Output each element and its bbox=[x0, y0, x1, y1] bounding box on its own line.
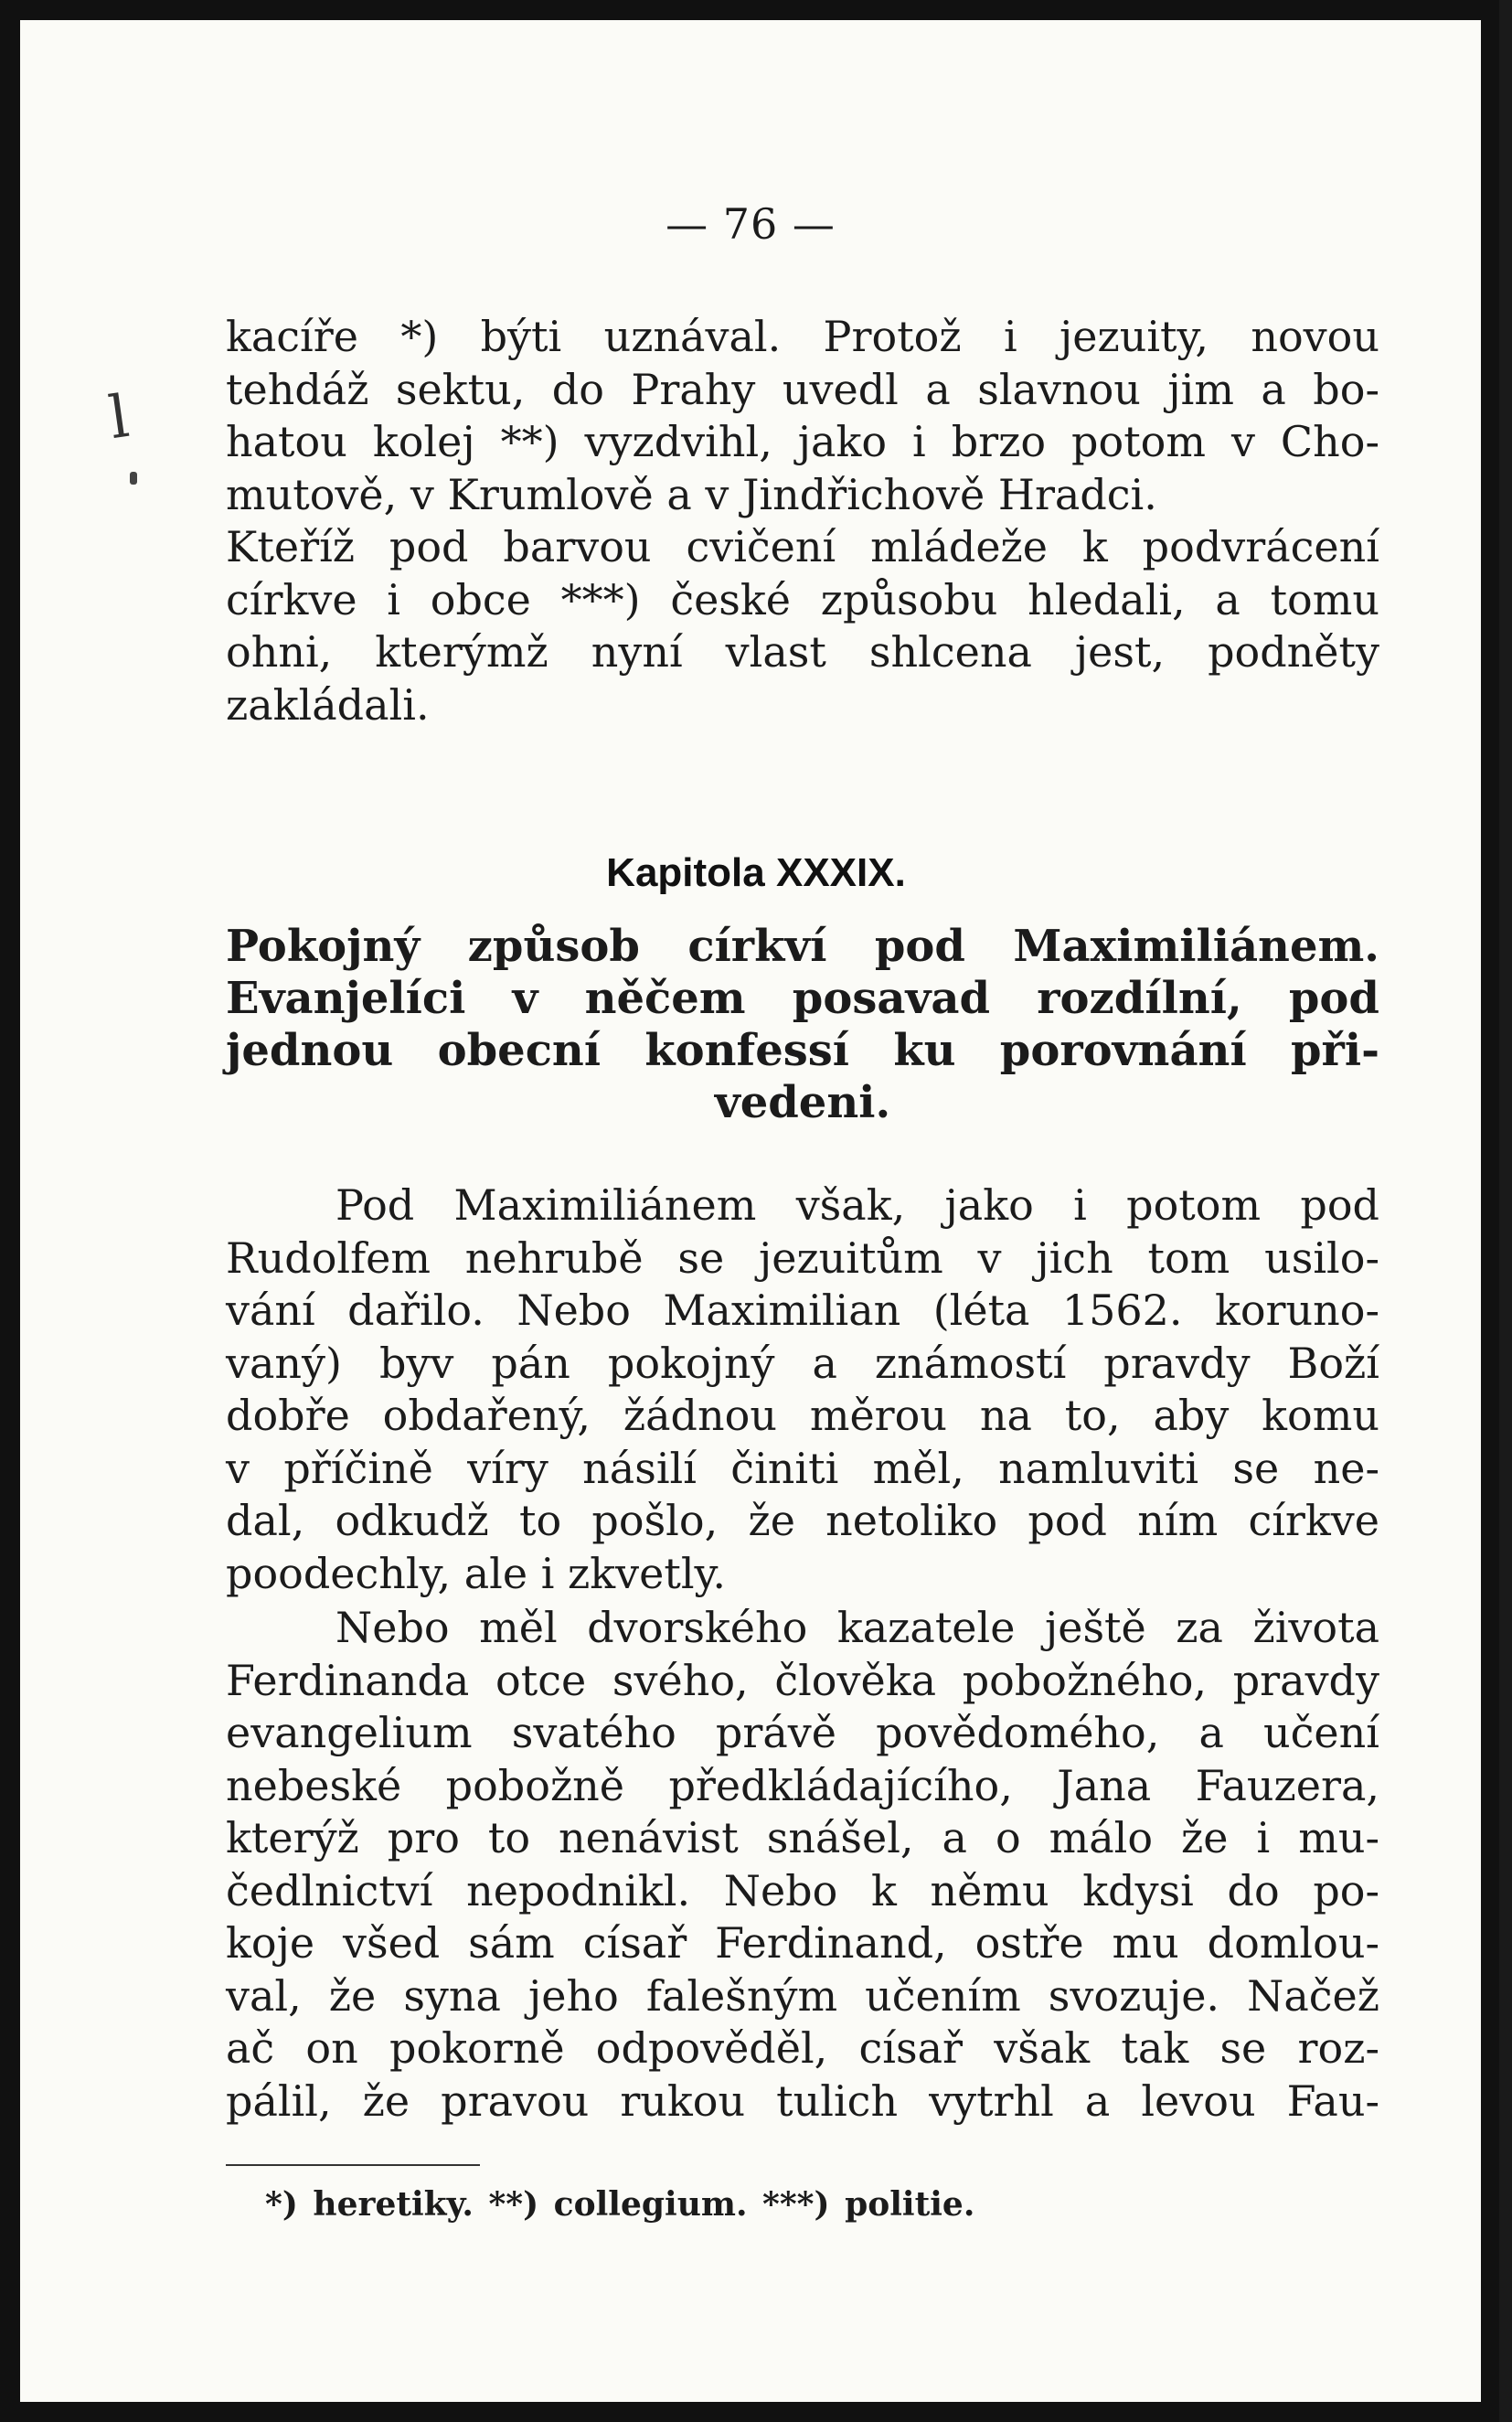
text-line: vaný) byv pán pokojný a známostí pravdy Boží bbox=[226, 1338, 1379, 1388]
text-line: Ferdinanda otce svého, člověka pobožného, pravdy bbox=[226, 1655, 1379, 1705]
text-line: zakládali. bbox=[226, 679, 430, 730]
text-line: tehdáž sektu, do Prahy uvedl a slavnou jim a bo- bbox=[226, 364, 1379, 414]
text-line: poodechly, ale i zkvetly. bbox=[226, 1548, 727, 1598]
margin-pencil-mark: l bbox=[104, 382, 133, 453]
text-line: Kteříž pod barvou cvičení mládeže k podvrácení bbox=[226, 522, 1379, 571]
text-line: val, že syna jeho falešným učením svozuje. Načež bbox=[226, 1970, 1379, 2021]
text-line: hatou kolej **) vyzdvihl, jako i brzo potom v Cho- bbox=[226, 417, 1379, 466]
text-line: Pod Maximiliánem však, jako i potom pod bbox=[335, 1180, 1379, 1230]
text-line: dobře obdařený, žádnou měrou na to, aby komu bbox=[226, 1391, 1379, 1440]
text-line: v příčině víry násilí činiti měl, namluviti se ne- bbox=[226, 1443, 1379, 1493]
margin-ink-dot bbox=[130, 472, 137, 485]
paragraph-1 bbox=[226, 1179, 1379, 1600]
book-page bbox=[20, 20, 1481, 2402]
chapter-title-line: vedeni. bbox=[714, 1077, 891, 1128]
footnotes: *) heretiky. **) collegium. ***) politie. bbox=[265, 2185, 975, 2224]
scan-edge bbox=[1499, 0, 1512, 2422]
text-line: Rudolfem nehrubě se jezuitům v jich tom usilo- bbox=[226, 1232, 1379, 1283]
text-line: dal, odkudž to pošlo, že netoliko pod ním církve bbox=[226, 1496, 1379, 1545]
text-line: koje všed sám císař Ferdinand, ostře mu domlou- bbox=[226, 1918, 1379, 1968]
text-line: evangelium svatého právě povědomého, a učení bbox=[226, 1708, 1379, 1757]
text-line: kterýž pro to nenávist snášel, a o málo že i mu- bbox=[226, 1813, 1379, 1862]
footnote-divider bbox=[226, 2164, 480, 2166]
text-line: kacíře *) býti uznával. Protož i jezuity, novou bbox=[226, 312, 1379, 361]
text-line: pálil, že pravou rukou tulich vytrhl a levou Fau- bbox=[226, 2075, 1379, 2126]
chapter-title-line: Pokojný způsob církví pod Maximiliánem. bbox=[226, 921, 1379, 972]
text-line: ač on pokorně odpověděl, císař však tak se roz- bbox=[226, 2023, 1379, 2073]
chapter-label: Kapitola XXXIX. bbox=[606, 850, 906, 895]
text-line: mutově, v Krumlově a v Jindřichově Hradci. bbox=[226, 469, 1157, 519]
text-line: čedlnictví nepodnikl. Nebo k němu kdysi do po- bbox=[226, 1865, 1379, 1915]
page-number: — 76 — bbox=[665, 199, 836, 249]
paragraph-2 bbox=[226, 1602, 1379, 2128]
text-line: nebeské pobožně předkládajícího, Jana Fauzera, bbox=[226, 1760, 1379, 1810]
chapter-title bbox=[226, 921, 1379, 1129]
text-line: vání dařilo. Nebo Maximilian (léta 1562. koruno- bbox=[226, 1286, 1379, 1335]
text-line: Nebo měl dvorského kazatele ještě za života bbox=[335, 1603, 1379, 1652]
chapter-title-line: Evanjelíci v něčem posavad rozdílní, pod bbox=[226, 973, 1379, 1024]
text-line: církve i obce ***) české způsobu hledali, a tomu bbox=[226, 574, 1379, 624]
chapter-title-line: jednou obecní konfessí ku porovnání při- bbox=[226, 1025, 1379, 1076]
intro-paragraph bbox=[226, 311, 1379, 731]
text-line: ohni, kterýmž nyní vlast shlcena jest, podněty bbox=[226, 627, 1379, 677]
